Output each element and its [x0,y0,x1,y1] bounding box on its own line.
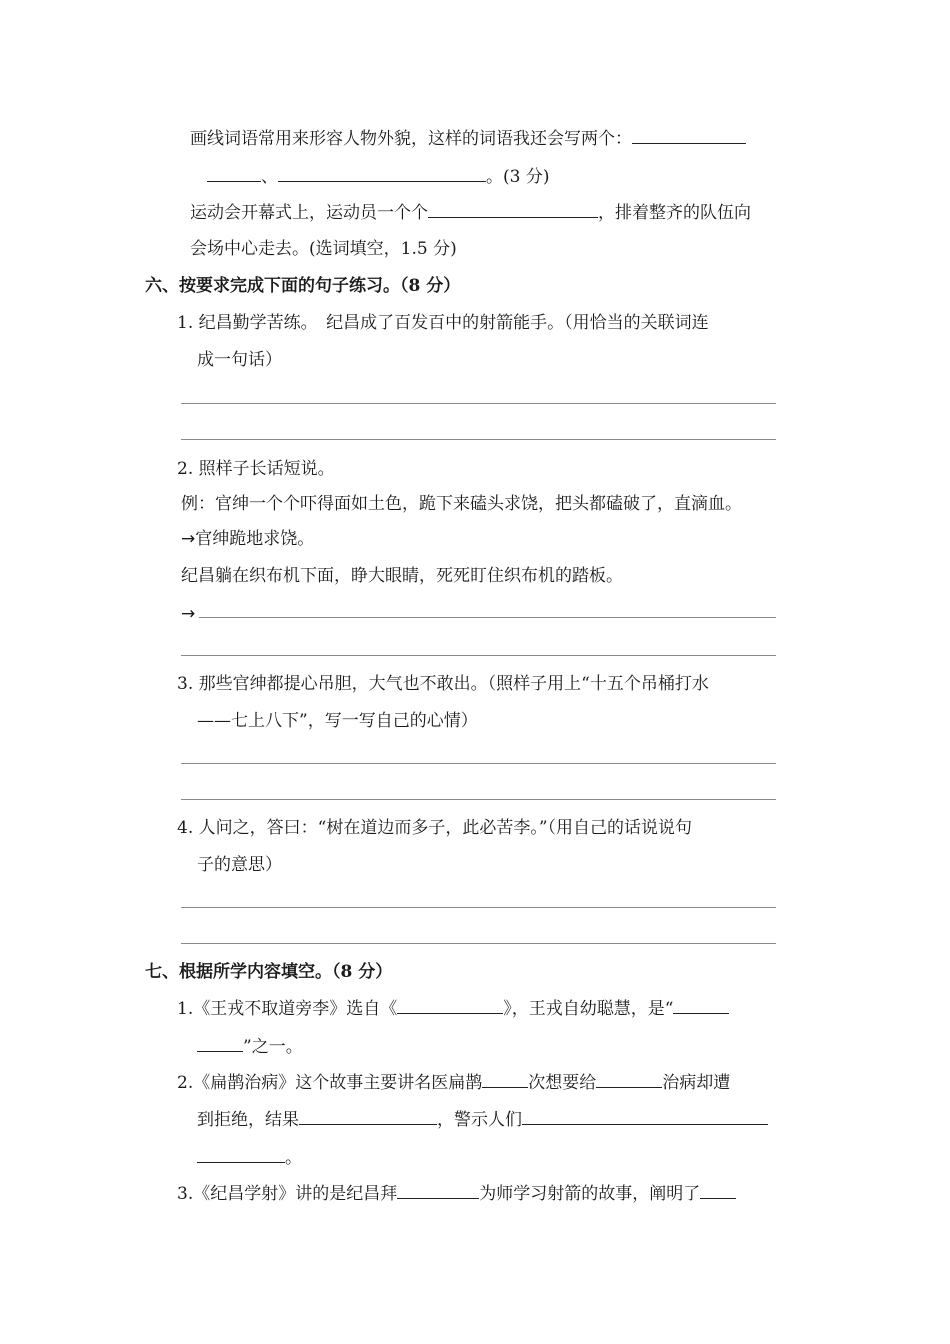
answer-blank[interactable] [207,165,261,182]
answer-line[interactable] [181,403,776,404]
section-title: 七、根据所学内容填空。（8 分） [145,962,393,982]
question-line: 3. 那些官绅都提心吊胆，大气也不敢出。（照样子用上“十五个吊桶打水 [177,674,709,694]
answer-line[interactable] [181,655,776,656]
answer-blank[interactable] [397,1182,479,1199]
question-line: 2. 照样子长话短说。 [177,459,335,479]
example-answer: →官绅跪地求饶。 [181,529,315,549]
answer-blank[interactable] [673,997,729,1014]
answer-line[interactable] [181,943,776,944]
answer-blank[interactable] [700,1182,736,1199]
question-line: ——七上八下”，写一写自己的心情） [197,711,478,731]
answer-blank[interactable] [522,1108,768,1125]
answer-blank[interactable] [596,1071,662,1088]
question-line: 1.《王戎不取道旁李》选自《 》，王戎自幼聪慧，是“ [177,997,729,1020]
answer-line[interactable] [181,439,776,440]
answer-line[interactable] [181,907,776,908]
question-line: 2.《扁鹊治病》这个故事主要讲名医扁鹊 次想要给 治病却遭 [177,1073,731,1093]
example-line: 例：官绅一个个吓得面如土色，跪下来磕头求饶，把头都磕破了，直滴血。 [181,494,742,514]
question-line: 3.《纪昌学射》讲的是纪昌拜 为师学习射箭的故事，阐明了 [177,1182,736,1205]
section-title: 六、按要求完成下面的句子练习。（8 分） [145,276,461,296]
answer-line[interactable] [181,799,776,800]
arrow-right-icon: → [181,604,196,624]
question-line: 到拒绝，结果 ，警示人们 [197,1108,768,1131]
question-line: 1. 纪昌勤学苦练。 纪昌成了百发百中的射箭能手。（用恰当的关联词连 [177,313,709,333]
question-line: 纪昌躺在织布机下面，睁大眼睛，死死盯住织布机的踏板。 [181,566,623,586]
answer-blank[interactable] [428,201,598,218]
question-line: 运动会开幕式上，运动员一个个 ，排着整齐的队伍向 [190,203,751,223]
arrow-right-icon: → [181,529,196,549]
answer-blank[interactable] [278,165,486,182]
question-line: 子的意思） [197,855,282,875]
question-line: 画线词语常用来形容人物外貌，这样的词语我还会写两个： [190,127,746,150]
question-line: ”之一。 [197,1035,303,1058]
question-line: 、 。(3 分) [207,165,549,188]
answer-blank[interactable] [299,1108,437,1125]
answer-blank[interactable] [197,1035,243,1052]
answer-line[interactable] [181,763,776,764]
question-line: 4. 人问之，答曰：“树在道边而多子，此必苦李。”（用自己的话说说句 [177,818,693,838]
answer-blank[interactable] [482,1071,528,1088]
answer-line[interactable] [199,617,776,618]
question-line: 成一句话） [197,350,282,370]
answer-blank[interactable] [397,997,503,1014]
answer-blank[interactable] [197,1146,285,1163]
answer-blank[interactable] [632,127,746,144]
question-line: 会场中心走去。(选词填空，1.5 分) [190,239,457,259]
question-line: 。 [197,1146,302,1169]
